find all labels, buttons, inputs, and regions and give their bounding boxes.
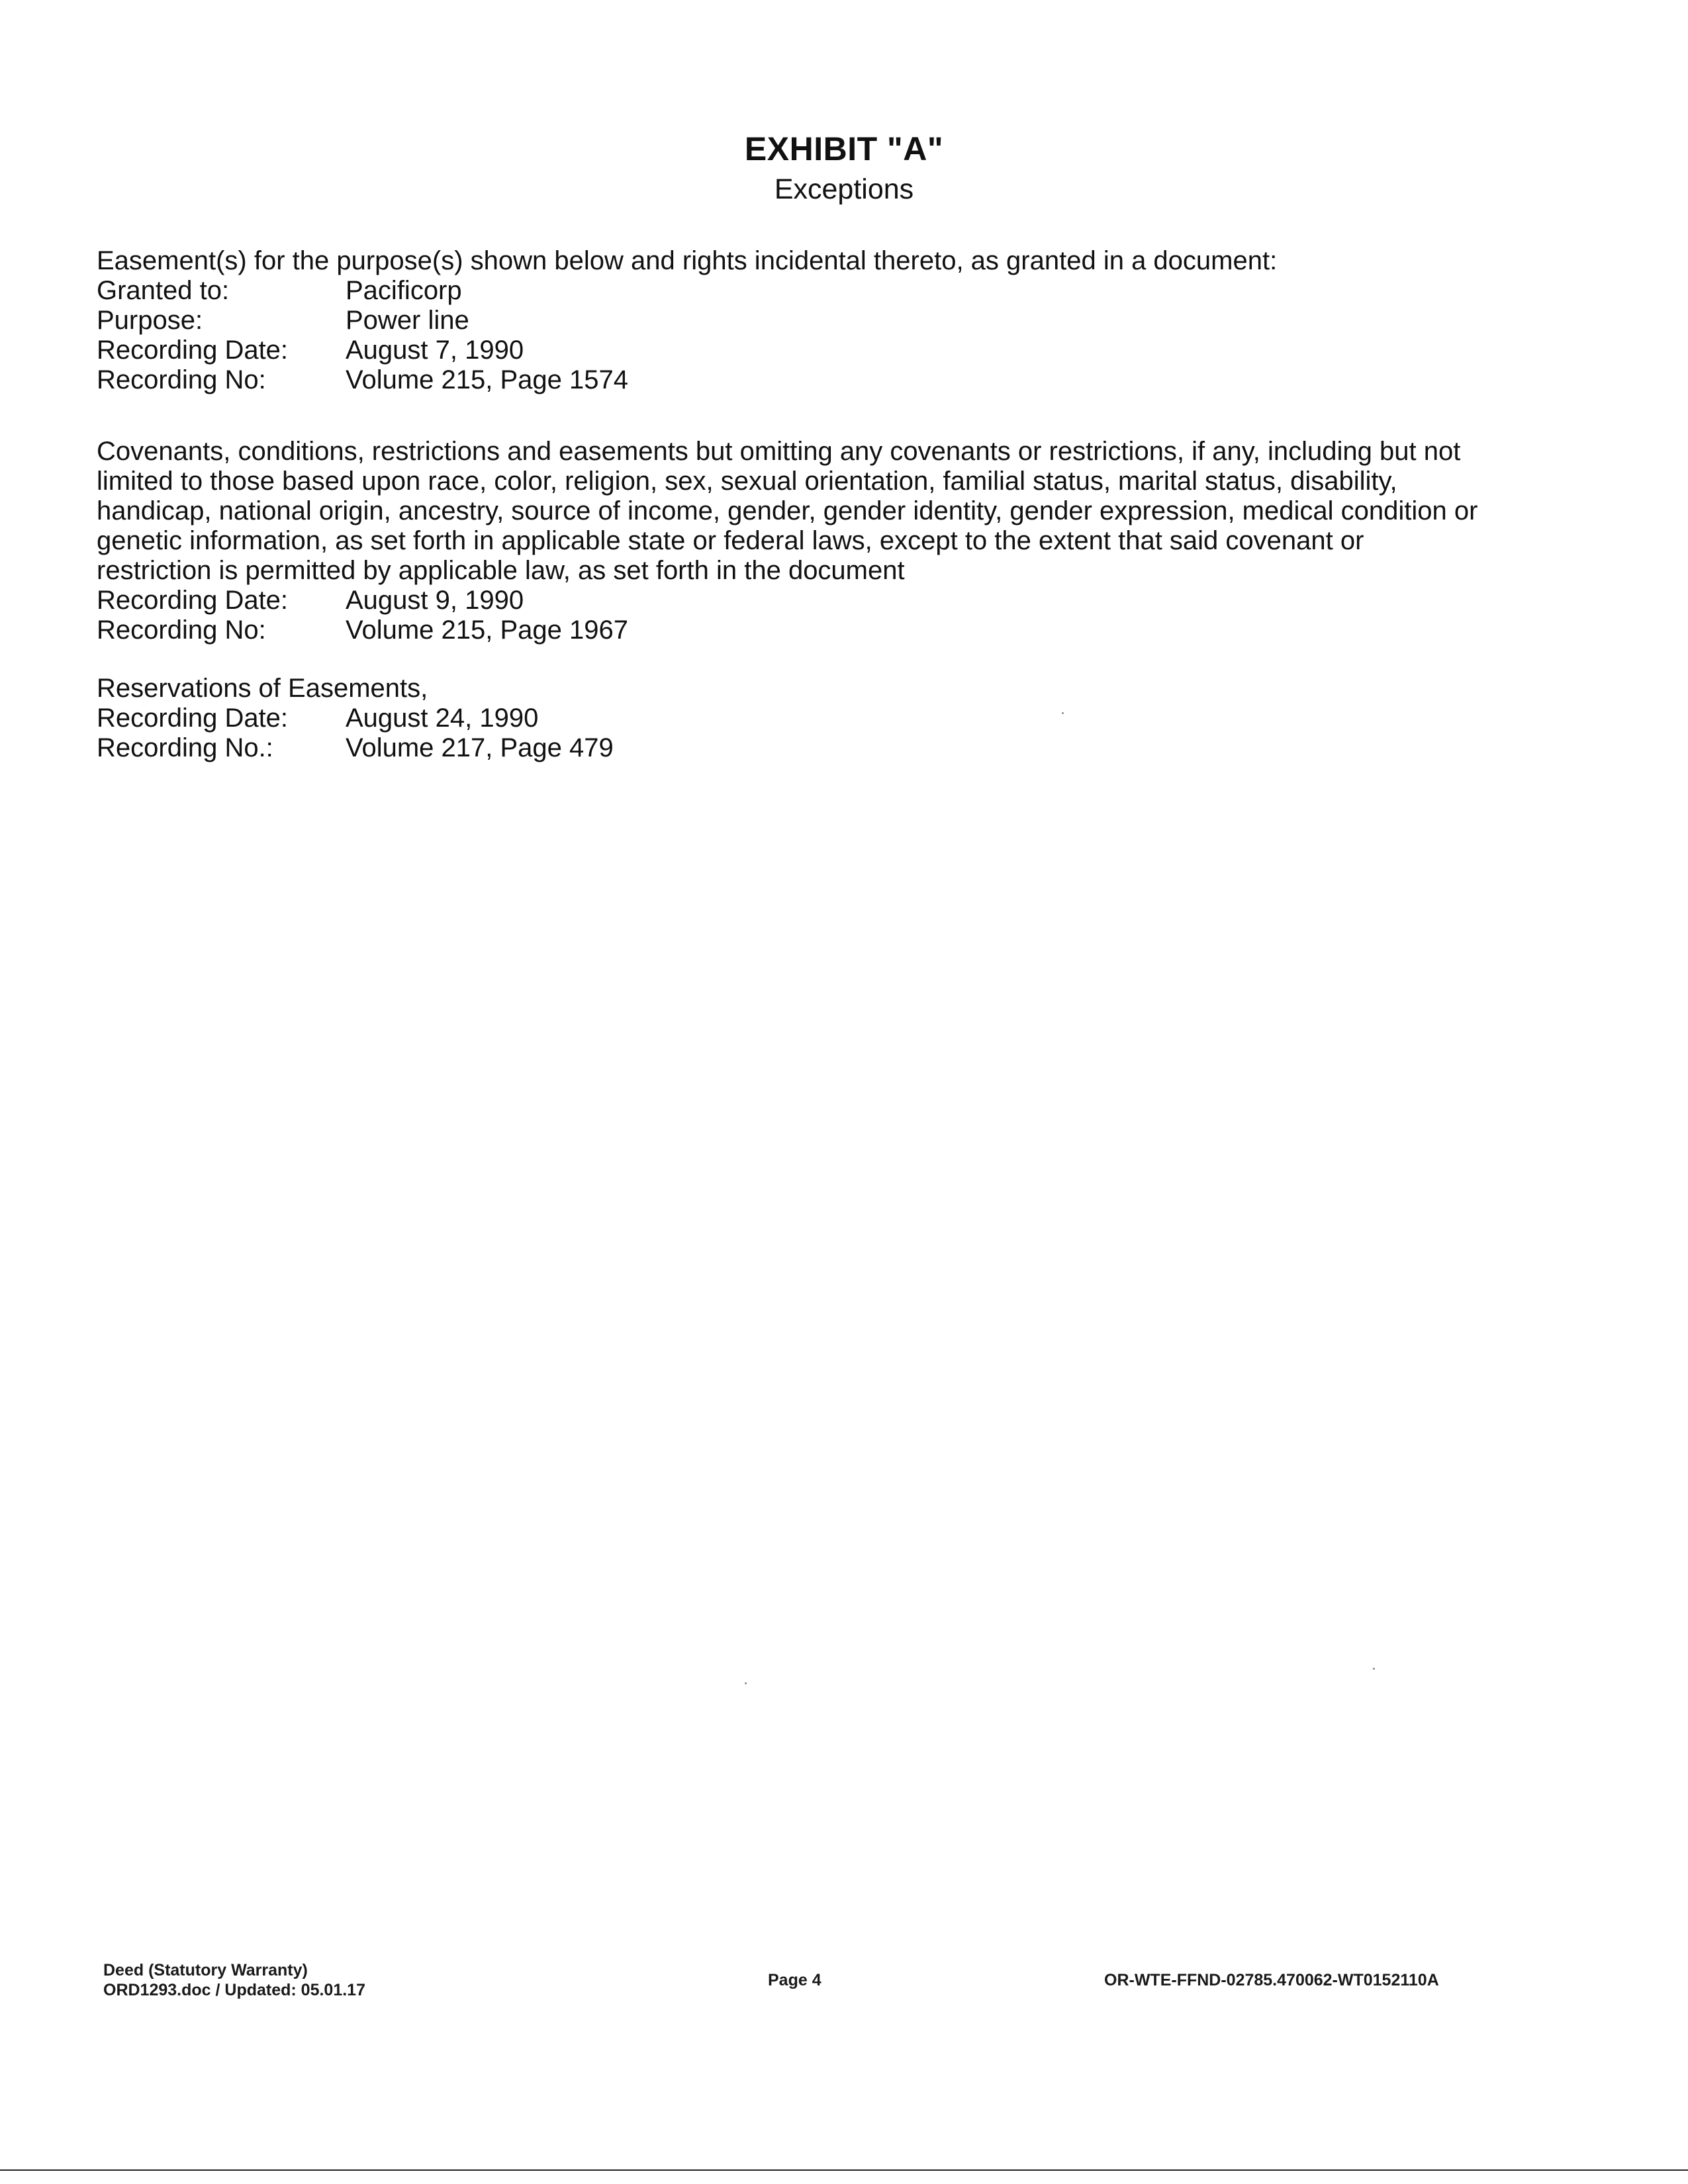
footer-document-info <box>103 1960 365 2000</box>
footer-file-number: OR-WTE-FFND-02785.470062-WT0152110A <box>1104 1971 1439 1989</box>
scan-speck <box>1373 1668 1375 1670</box>
field-row <box>97 306 1480 336</box>
field-label: Recording No: <box>97 615 266 645</box>
field-row <box>97 336 1480 365</box>
field-row <box>97 365 1480 395</box>
exception-intro: Covenants, conditions, restrictions and easements but omitting any covenants or restrictions, if any, including but not limited to those based upon race, color, religion, sex, sexual orientation, familial status, marital status, disability, handicap, national origin, ancestry, source of income, gender, gender identity, gender expression, medical condition or genetic information, as set forth in applicable state or federal laws, except to the extent that said covenant or restriction is permitted by applicable law, as set forth in the document <box>97 437 1478 585</box>
field-value: August 24, 1990 <box>346 704 539 733</box>
exception-reservations <box>97 674 1480 763</box>
field-row <box>97 276 1480 306</box>
bottom-rule <box>0 2169 1688 2171</box>
field-row <box>97 704 1480 733</box>
field-label: Granted to: <box>97 276 230 305</box>
exception-intro: Easement(s) for the purpose(s) shown below and rights incidental thereto, as granted in a document: <box>97 246 1278 275</box>
field-label: Purpose: <box>97 306 203 335</box>
footer-page-number: Page 4 <box>768 1971 821 1989</box>
field-label: Recording Date: <box>97 704 289 733</box>
field-label: Recording No.: <box>97 733 273 762</box>
field-value: Volume 217, Page 479 <box>346 733 614 762</box>
exhibit-title: EXHIBIT "A" <box>744 130 944 167</box>
footer-doc-type: Deed (Statutory Warranty) <box>103 1961 308 1979</box>
field-row <box>97 733 1480 763</box>
field-row <box>97 615 1480 645</box>
field-value: Power line <box>346 306 469 335</box>
field-row <box>97 586 1480 615</box>
footer-doc-file: ORD1293.doc / Updated: 05.01.17 <box>103 1981 365 1999</box>
field-value: Pacificorp <box>346 276 462 305</box>
scan-speck <box>1062 712 1064 714</box>
field-value: August 9, 1990 <box>346 586 524 615</box>
field-value: Volume 215, Page 1574 <box>346 365 629 394</box>
field-label: Recording Date: <box>97 336 289 365</box>
exception-easement-pacificorp <box>97 246 1480 395</box>
scan-speck <box>745 1682 747 1684</box>
exception-covenants <box>97 437 1480 645</box>
field-label: Recording No: <box>97 365 266 394</box>
field-label: Recording Date: <box>97 586 289 615</box>
exception-intro: Reservations of Easements, <box>97 674 428 703</box>
field-value: Volume 215, Page 1967 <box>346 615 629 645</box>
exhibit-subtitle: Exceptions <box>774 173 914 205</box>
field-value: August 7, 1990 <box>346 336 524 365</box>
